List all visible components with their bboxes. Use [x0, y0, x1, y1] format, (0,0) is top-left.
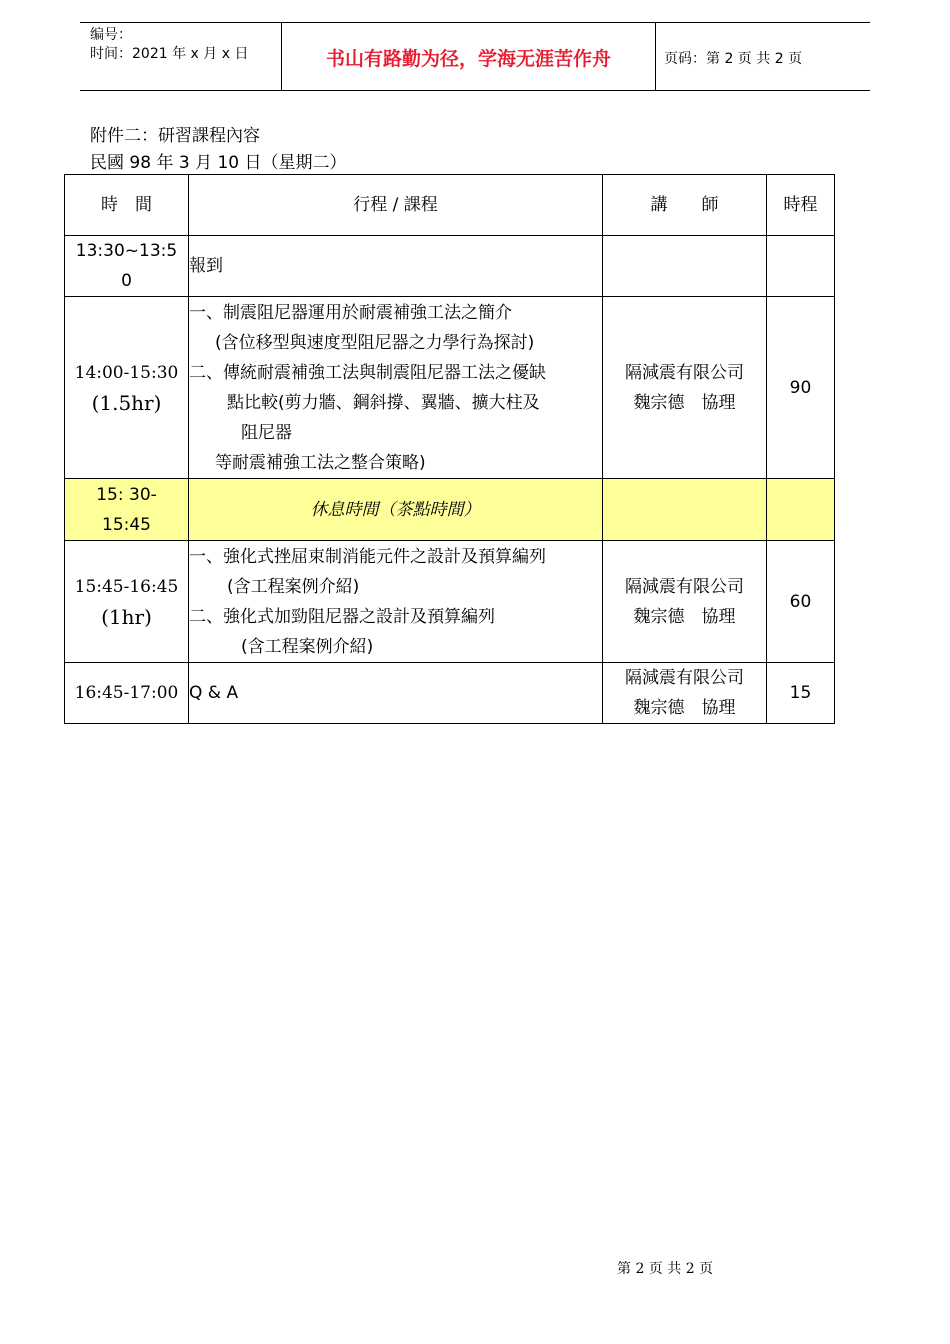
row-teacher: 隔減震有限公司 魏宗德 協理 — [603, 663, 767, 724]
header-duration: 時程 — [767, 175, 835, 236]
table-row — [65, 236, 835, 297]
row-time: 14:00-15:30 (1.5hr) — [65, 297, 189, 479]
table-row-break — [65, 479, 835, 541]
row-time: 15:45-16:45 (1hr) — [65, 541, 189, 663]
break-label: 休息時間（茶點時間） — [189, 479, 603, 541]
header-teacher: 講 師 — [603, 175, 767, 236]
table-row — [65, 663, 835, 724]
header-time: 時 間 — [65, 175, 189, 236]
table-row — [65, 541, 835, 663]
header-page-info: 页码：第 2 页 共 2 页 — [664, 51, 803, 67]
schedule-table — [64, 174, 835, 724]
header-meta — [90, 26, 248, 64]
header-course: 行程 / 課程 — [189, 175, 603, 236]
table-row — [65, 297, 835, 479]
row-course: 報到 — [189, 236, 603, 297]
row-course: Q & A — [189, 663, 603, 724]
row-time: 13:30~13:5 0 — [65, 236, 189, 297]
row-time: 15: 30- 15:45 — [65, 479, 189, 541]
row-teacher — [603, 236, 767, 297]
header-divider-right — [655, 22, 656, 90]
page-footer: 第 2 页 共 2 页 — [617, 1261, 714, 1277]
row-duration: 90 — [767, 297, 835, 479]
row-course: 一、制震阻尼器運用於耐震補強工法之簡介 (含位移型與速度型阻尼器之力學行為探討) 二、傳統耐震補強工法與制震阻尼器工法之優缺 點比較(剪力牆、鋼斜撐、翼牆、擴大柱及 阻尼器 等耐震補強工法之整合策略) — [189, 297, 603, 479]
row-duration — [767, 236, 835, 297]
schedule-date: 民國 98 年 3 月 10 日（星期二） — [90, 153, 347, 173]
row-teacher: 隔減震有限公司 魏宗德 協理 — [603, 297, 767, 479]
table-header-row — [65, 175, 835, 236]
header-motto: 书山有路勤为径，学海无涯苦作舟 — [325, 48, 611, 70]
row-time: 16:45-17:00 — [65, 663, 189, 724]
attachment-title: 附件二：研習課程內容 — [90, 126, 260, 146]
row-duration — [767, 479, 835, 541]
row-duration: 15 — [767, 663, 835, 724]
row-course: 一、強化式挫屈束制消能元件之設計及預算編列 (含工程案例介紹) 二、強化式加勁阻尼器之設計及預算編列 (含工程案例介紹) — [189, 541, 603, 663]
row-duration: 60 — [767, 541, 835, 663]
header-bottom-rule — [80, 90, 870, 91]
row-teacher — [603, 479, 767, 541]
document-number-label: 编号： — [90, 27, 132, 43]
row-teacher: 隔減震有限公司 魏宗德 協理 — [603, 541, 767, 663]
document-time-label: 时间：2021 年 x 月 x 日 — [90, 46, 249, 62]
header-top-rule — [80, 22, 870, 23]
